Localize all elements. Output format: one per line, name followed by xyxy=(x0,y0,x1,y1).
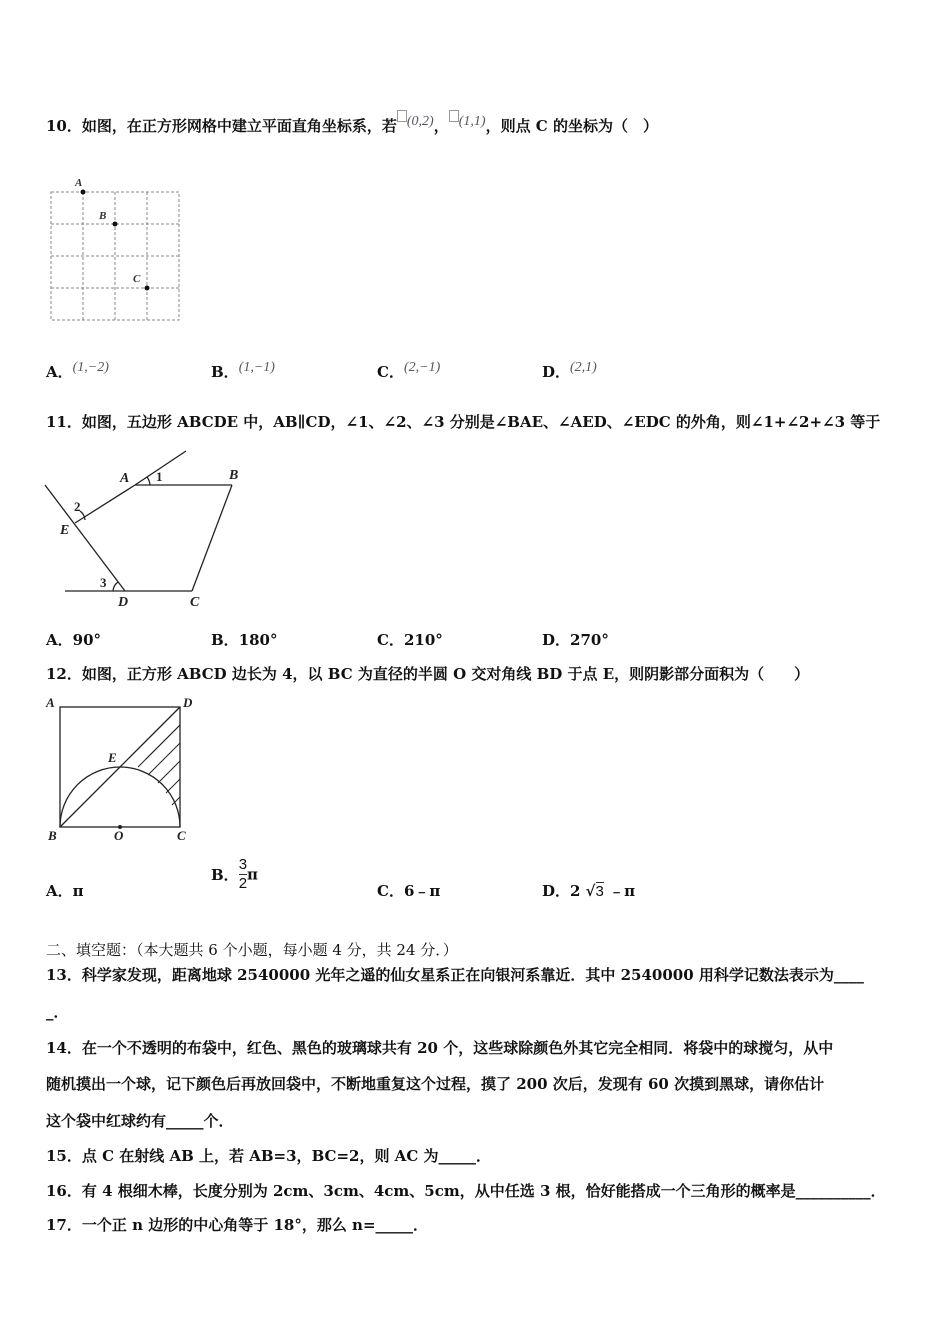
option-letter: B． xyxy=(211,866,239,884)
label-2: 2 xyxy=(74,499,81,514)
option-letter: D． xyxy=(542,882,571,900)
q12-option-d[interactable]: D．2 √3 ﹣π xyxy=(542,882,636,900)
q10-option-c[interactable] xyxy=(377,360,440,382)
numerator: 3 xyxy=(238,856,248,873)
q11-pentagon-figure xyxy=(40,448,260,613)
option-value: (1,−1) xyxy=(238,360,275,375)
label-c: C xyxy=(133,273,141,285)
option-value: π xyxy=(247,865,259,884)
label-o: O xyxy=(114,828,124,843)
option-value: 180° xyxy=(238,631,278,649)
q10-coord2: (1,1) xyxy=(458,114,486,129)
option-letter: C． xyxy=(377,363,404,381)
section-heading: 二、填空题：（本大题共 6 个小题，每小题 4 分，共 24 分．） xyxy=(46,941,458,959)
label-a: A xyxy=(120,471,130,486)
label-e: E xyxy=(60,523,70,538)
q11-option-d[interactable] xyxy=(542,629,609,650)
option-letter: A． xyxy=(46,363,73,381)
option-letter: B． xyxy=(211,631,239,649)
q10-stem xyxy=(46,114,658,136)
q11-option-b[interactable] xyxy=(211,629,278,650)
option-value: 90° xyxy=(72,631,102,649)
option-letter: C． xyxy=(377,882,404,900)
option-value: 6﹣π xyxy=(403,882,441,900)
q14-line-2: 随机摸出一个球，记下颜色后再放回袋中，不断地重复这个过程，摸了 200 次后，发现有 60 次摸到黑球，请你估计 xyxy=(46,1075,825,1093)
option-value: 210° xyxy=(403,631,443,649)
label-a: A xyxy=(75,177,83,189)
q13-line-1: 13．科学家发现，距离地球 2540000 光年之遥的仙女星系正在向银河系靠近．其中 2540000 用科学记数法表示为____ xyxy=(46,966,864,984)
q10-grid-figure xyxy=(45,175,185,325)
q12-option-a[interactable] xyxy=(46,880,84,901)
q10-sep: ， xyxy=(433,117,449,135)
label-d: D xyxy=(183,695,193,710)
option-value: (2,1) xyxy=(570,360,597,375)
q11-option-a[interactable] xyxy=(46,629,101,650)
label-b: B xyxy=(48,828,57,843)
label-c: C xyxy=(177,828,186,843)
option-value: (2,−1) xyxy=(403,360,441,375)
q13-line-2: _． xyxy=(46,1003,69,1021)
option-letter: A． xyxy=(46,882,73,900)
option-letter: C． xyxy=(377,631,404,649)
q10-text: 10．如图，在正方形网格中建立平面直角坐标系，若 xyxy=(46,117,397,135)
label-1: 1 xyxy=(156,469,163,484)
label-c: C xyxy=(190,595,200,610)
option-value: ﹣π xyxy=(609,882,636,900)
radicand: 3 xyxy=(595,883,604,900)
option-value: 270° xyxy=(570,631,609,649)
q10-option-d[interactable] xyxy=(542,360,597,382)
coefficient: 2 xyxy=(570,882,581,900)
label-b: B xyxy=(229,468,239,483)
q17: 17．一个正 n 边形的中心角等于 18°，那么 n=_____． xyxy=(46,1216,429,1234)
q12-stem: 12．如图，正方形 ABCD 边长为 4，以 BC 为直径的半圆 O 交对角线 BD 于点 E，则阴影部分面积为（ ） xyxy=(46,665,810,683)
option-letter: A． xyxy=(46,631,73,649)
q11-option-c[interactable] xyxy=(377,629,443,650)
option-letter: D． xyxy=(542,631,571,649)
q14-line-1: 14．在一个不透明的布袋中，红色、黑色的玻璃球共有 20 个，这些球除颜色外其它完全相同．将袋中的球搅匀，从中 xyxy=(46,1039,834,1057)
option-value: (1,−2) xyxy=(72,360,109,375)
label-a: A xyxy=(46,695,55,710)
q16: 16．有 4 根细木棒，长度分别为 2cm、3cm、4cm、5cm，从中任选 3 根，恰好能搭成一个三角形的概率是__________． xyxy=(46,1182,886,1200)
option-letter: B． xyxy=(211,363,239,381)
option-value: π xyxy=(72,882,84,900)
q10-option-a[interactable] xyxy=(46,360,109,382)
q10-coord1: (0,2) xyxy=(406,114,434,129)
q12-square-figure xyxy=(40,692,210,847)
fraction xyxy=(239,856,247,893)
option-letter: D． xyxy=(542,363,571,381)
denominator: 2 xyxy=(238,875,248,892)
q14-line-3: 这个袋中红球约有_____个． xyxy=(46,1112,234,1130)
q15: 15．点 C 在射线 AB 上，若 AB=3，BC=2，则 AC 为_____． xyxy=(46,1147,491,1165)
q12-option-c[interactable] xyxy=(377,880,440,901)
label-3: 3 xyxy=(100,575,107,590)
label-d: D xyxy=(118,595,129,610)
q10-text-b: ，则点 C 的坐标为（ ） xyxy=(485,117,658,135)
label-b: B xyxy=(99,210,107,222)
q12-option-b[interactable] xyxy=(211,856,258,893)
label-e: E xyxy=(108,750,117,765)
q10-option-b[interactable] xyxy=(211,360,275,382)
q11-stem: 11．如图，五边形 ABCDE 中，AB∥CD，∠1、∠2、∠3 分别是∠BAE、∠AED、∠EDC 的外角，则∠1+∠2+∠3 等于 xyxy=(46,413,881,431)
missing-glyph-icon xyxy=(397,110,407,122)
missing-glyph-icon xyxy=(449,110,459,122)
